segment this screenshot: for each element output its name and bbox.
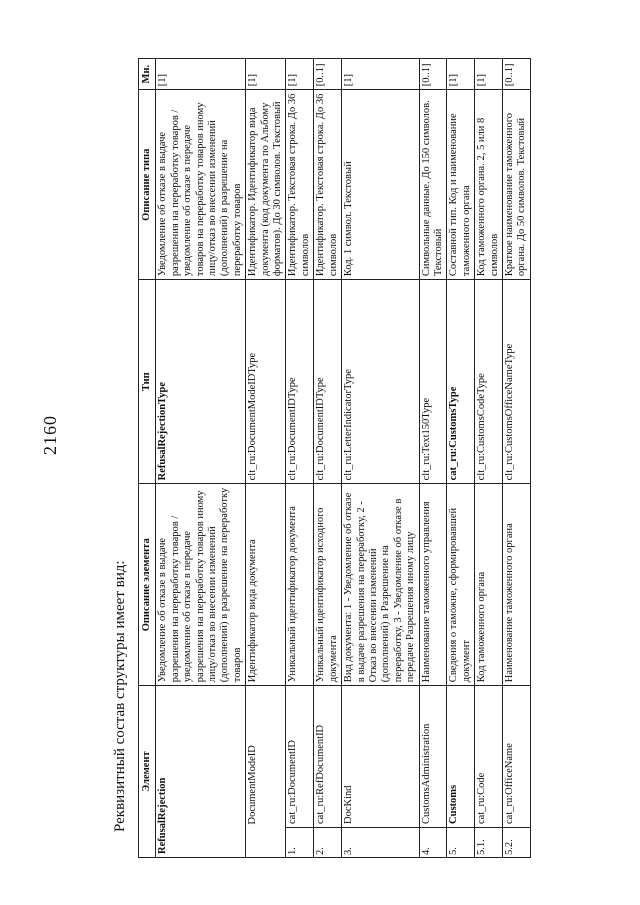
- intro-text: Реквизитный состав структуры имеет вид:: [112, 560, 128, 832]
- element-description: Сведения о таможне, сформировавшей документ: [447, 484, 475, 686]
- row-number: 1.: [286, 827, 314, 857]
- element-type: clt_ru:DocumentIDType: [314, 280, 342, 484]
- multiplicity: [1]: [286, 59, 314, 90]
- multiplicity: [1]: [342, 59, 419, 90]
- element-description: Идентификатор вида документа: [246, 484, 286, 686]
- type-description: Уведомление об отказе в выдаче разрешения на переработку товаров /уведомление об отказе в передаче товаров на переработку товаров иному лицу/отказ во внесении изменений (дополнений) в разрешение на переработку товаров: [156, 90, 246, 280]
- row-number: 4.: [419, 827, 447, 857]
- type-description: Код таможенного органа. 2, 5 или 8 символов: [475, 90, 503, 280]
- element-name: cat_ru:DocumentID: [286, 686, 314, 828]
- type-description: Символьные данные. До 150 символов. Текстовый: [419, 90, 447, 280]
- header-multiplicity: Мн.: [139, 59, 156, 90]
- table-row: [475, 59, 503, 858]
- element-type: clt_ru:LetterIndicatorType: [342, 280, 419, 484]
- row-number: 2.: [314, 827, 342, 857]
- element-description: Уведомление об отказе в выдаче разрешения на переработку товаров /уведомление об отказе в передаче разрешения на переработку товаров иному лицу/отказ во внесении изменений (дополнений) в разрешение на переработку товаров: [156, 484, 246, 686]
- multiplicity: [0..1]: [502, 59, 530, 90]
- element-name: Customs: [447, 686, 475, 828]
- row-number: 5.1.: [475, 827, 503, 857]
- type-description: Идентификатор. Текстовая строка. До 36 символов: [286, 90, 314, 280]
- element-name: cat_ru:OfficeName: [502, 686, 530, 828]
- header-type: Тип: [139, 280, 156, 484]
- row-number: 5.: [447, 827, 475, 857]
- table-row: [342, 59, 419, 858]
- multiplicity: [1]: [475, 59, 503, 90]
- element-description: Уникальный идентификатор исходного документа: [314, 484, 342, 686]
- table-row: [286, 59, 314, 858]
- element-description: Наименование таможенного управления: [419, 484, 447, 686]
- type-description: Составной тип. Код и наименование таможенного органа: [447, 90, 475, 280]
- page-number: 2160: [40, 415, 60, 455]
- element-type: clt_ru:DocumentIDType: [286, 280, 314, 484]
- element-type: clt_ru:Text150Type: [419, 280, 447, 484]
- header-element: Элемент: [139, 686, 156, 858]
- element-name: cat_ru:RefDocumentID: [314, 686, 342, 828]
- table-row: [419, 59, 447, 858]
- element-type: cat_ru:CustomsType: [447, 280, 475, 484]
- header-element-description: Описание элемента: [139, 484, 156, 686]
- type-description: Идентификатор. Идентификатор вида документа (код документа по Альбому форматов). До 30 символов. Текстовый: [246, 90, 286, 280]
- multiplicity: [1]: [156, 59, 246, 90]
- element-description: Код таможенного органа: [475, 484, 503, 686]
- table-header-row: [139, 59, 156, 858]
- element-description: Наименование таможенного органа: [502, 484, 530, 686]
- table-row: [156, 59, 246, 858]
- type-description: Код. 1 символ. Текстовый: [342, 90, 419, 280]
- element-name: RefusalRejection: [156, 686, 246, 858]
- element-type: clt_ru:CustomsCodeType: [475, 280, 503, 484]
- type-description: Идентификатор. Текстовая строка. До 36 символов: [314, 90, 342, 280]
- element-type: clt_ru:CustomsOfficeNameType: [502, 280, 530, 484]
- type-description: Краткое наименование таможенного органа. До 50 символов. Текстовый: [502, 90, 530, 280]
- header-type-description: Описание типа: [139, 90, 156, 280]
- multiplicity: [1]: [246, 59, 286, 90]
- element-name: cat_ru:Code: [475, 686, 503, 828]
- element-type: RefusalRejectionType: [156, 280, 246, 484]
- table-row: [447, 59, 475, 858]
- indent-cell: [246, 827, 286, 857]
- element-type: clt_ru:DocumentModeIDType: [246, 280, 286, 484]
- element-name: DocumentModeID: [246, 686, 286, 828]
- table-row: [314, 59, 342, 858]
- element-name: DocKind: [342, 686, 419, 828]
- multiplicity: [0..1]: [314, 59, 342, 90]
- structure-table: [138, 58, 531, 858]
- table-row: [246, 59, 286, 858]
- table-row: [502, 59, 530, 858]
- rotated-table-container: [138, 58, 552, 858]
- multiplicity: [0..1]: [419, 59, 447, 90]
- row-number: 3.: [342, 827, 419, 857]
- element-description: Вид документа: 1 - Уведомление об отказе в выдаче разрешения на переработку, 2 - Отказ во внесении изменений (дополнений) в Разрешение на переработку, 3 - Уведомление об отказе в передаче Разрешения иному лицу: [342, 484, 419, 686]
- row-number: 5.2.: [502, 827, 530, 857]
- element-name: CustomsAdministration: [419, 686, 447, 828]
- element-description: Уникальный идентификатор документа: [286, 484, 314, 686]
- multiplicity: [1]: [447, 59, 475, 90]
